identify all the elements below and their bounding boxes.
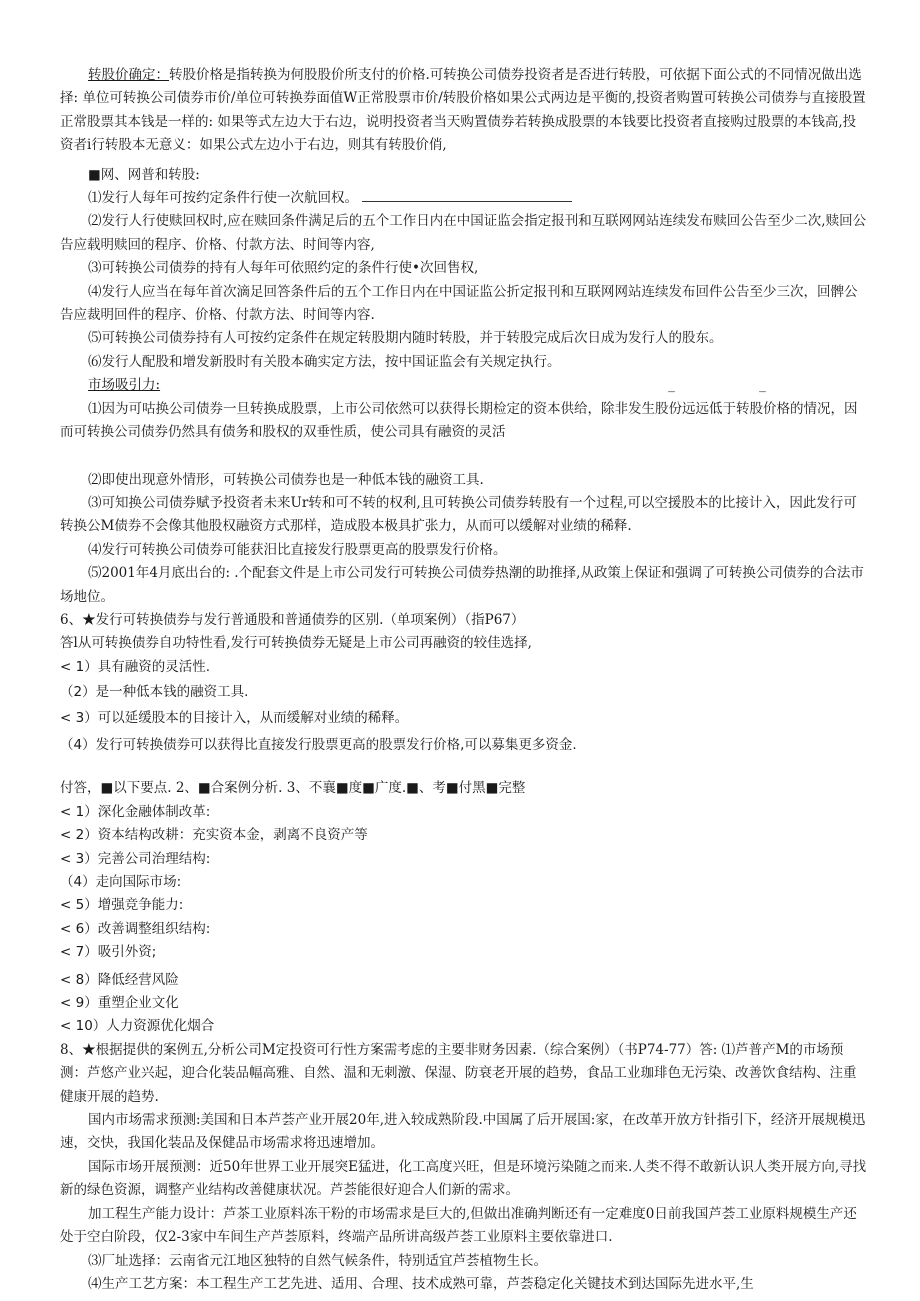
paragraph-market-2: ⑵即使出现意外情形，可转换公司债券也是一种低本钱的融资工具. bbox=[88, 471, 484, 488]
answer-7-item-10: < 10）人力资源优化烟合 bbox=[60, 1018, 215, 1035]
answer-6-item-4: （4）发行可转换债券可以获得比直接发行股票更高的股票发行价格,可以募集更多资金. bbox=[60, 736, 577, 753]
paragraph-market-5: ⑸2001年4月底出台的: .个配套文件是上市公司发行可转换公司债券热潮的助推择,从政策上保证和强调了可转换公司债券的合法市场地位。 bbox=[60, 565, 864, 605]
conversion-price-text: 转股价格是指转换为何股股价所支付的价格.可转换公司债券投资者是否进行转股，可依据下面公式的不同情况做出选择: 单位可转换公司债券市价/单位可转换券面值W正常股票市价/转股价格如果公式两边是平衡的,投资者购置可转换公司债券与直接股置正常股票其本钱是一样的: 如果等式左边大于右边，说明投资者当天购置债券若转换成股票的本钱要比投资者直接购过股票的本钱高,投资者i行转股本无意义：如果公式左边小于右边，则其有转股价俏, bbox=[60, 67, 866, 154]
answer-7-item-5: < 5）增强竞争能力: bbox=[60, 897, 184, 914]
answer-7-item-6: < 6）改善调整组织结构: bbox=[60, 920, 211, 937]
paragraph-conversion-price bbox=[60, 64, 868, 158]
paragraph-international-market: 国际市场开展预测：近50年世界工业开展突E猛进，化工高度兴旺，但是环境污染随之而来.人类不得不敢新认识人类开展方向,寻找新的绿色资源，调整产业结构改善健康状况。芦荟能很好迎合人们新的需求。 bbox=[60, 1158, 867, 1199]
answer-6-item-3: < 3）可以延缓股本的目接计入，从而缓解对业绩的稀释。 bbox=[60, 709, 409, 726]
paragraph-domestic-market: 国内市场需求预测:美国和日本芦荟产业开展20年,进入较成熟阶段.中国属了后开展国:家，在改革开放方针指引下，经济开展规模迅速，交快，我国化装品及保健品市场需求将迅速增加。 bbox=[60, 1112, 866, 1152]
heading-market-appeal bbox=[60, 374, 868, 397]
answer-7-item-2: < 2）资本结构改耕：充实资本金，剥离不良资产等 bbox=[60, 827, 368, 844]
paragraph-market-4: ⑷发行可转换公司债券可能获汨比直接发行股票更高的股票发行价格。 bbox=[88, 541, 507, 558]
answer-7-header: 付答，■以下要点. 2、■合案例分析. 3、不襄■度■广度.■、考■付黑■完整 bbox=[60, 780, 526, 797]
paragraph-market-3: ⑶可知换公司债券赋予投资者未来Ur转和可不转的权利,且可转换公司债券转股有一个过程,可以空援股本的比接计入，因此发行可转换公M债券不会像其他股权融资方式那样，造成股本极具扩张力，从而可以缓解对业绩的稀释. bbox=[60, 494, 857, 535]
answer-6-item-2: （2）是一种低本钱的融资工具. bbox=[60, 684, 249, 701]
answer-7-item-3: < 3）完善公司治理结构: bbox=[60, 850, 211, 867]
paragraph-process-plan: ⑷生产工艺方案：本工程生产工艺先进、适用、合理、技术成熟可靠，芦荟稳定化关键技术到达国际先进水平,生 bbox=[88, 1275, 754, 1292]
question-8: 8、★根据提供的案例五,分析公司M定投资可行性方案需考虑的主要非财务因素.（综合案例）（书P74-77）答: ⑴芦普产M的市场预测：芦悠产业兴起，迎合化装品幅高雅、自然、温和无刺激、保湿、防衰老开展的趋势，食品工业珈琲色无污染、改善饮食结构、注重健康开展的趋势. bbox=[60, 1041, 857, 1105]
answer-7-item-9: < 9）重塑企业文化 bbox=[60, 995, 179, 1012]
answer-7-item-8: < 8）降低经营风险 bbox=[60, 971, 179, 988]
redemption-1-text: ⑴发行人每年可按约定条件行使一次航回权。 bbox=[88, 190, 358, 207]
answer-7-item-4: （4）走向国际市场: bbox=[60, 874, 182, 890]
paragraph-conversion-5: ⑸可转换公司债券持有人可按约定条件在规定转股期内随时转股，并于转股完成后次日成为发行人的股东。 bbox=[88, 330, 723, 347]
paragraph-redemption-2: ⑵发行人行使赎回权时,应在赎回条件满足后的五个工作日内在中国证监会指定报刊和互联网网站连续发布赎回公告至少二次,赎回公告应载明赎回的程序、价格、付款方法、时间等内容, bbox=[60, 213, 867, 253]
paragraph-market-1: ⑴因为可咕换公司债券一旦转换成股票，上市公司依然可以获得长期检定的资本供给，除非发生股份远远低于转股价格的情况，因而可转换公司债券仍然具有债务和股权的双垂性质，使公司具有融资的灵活 bbox=[60, 400, 858, 441]
paragraph-putback-4: ⑷发行人应当在每年首次滴足回答条件后的五个工作日内在中国证监公折定报刊和互联网网站连续发布回件公告至少三次，回髀公告应裁明回件的程序、价格、付款方法、时间等内容. bbox=[60, 283, 858, 324]
market-appeal-title: 市场吸引力: bbox=[88, 377, 161, 394]
paragraph-capacity-design: 加工程生产能力设计：芦茶工业原料冻干粉的市场需求是巨大的,但做出准确判断还有一定难度0日前我国芦荟工业原料规模生产还处于空白阶段，仅2-3家中车间生产芦荟原料，终端产品所讲高级芦荟工业原料主要依靠进口. bbox=[60, 1205, 857, 1246]
dash-marks: _ _ bbox=[668, 377, 806, 394]
answer-7-item-1: < 1）深化金融体制改革: bbox=[60, 803, 211, 820]
heading-conversion-price: 转股价确定： bbox=[88, 67, 169, 83]
answer-6-intro: 答l从可转换债券自功特性看,发行可转换债券无疑是上市公司再融资的较佳选择, bbox=[60, 635, 532, 652]
blank-line bbox=[362, 189, 572, 202]
answer-6-item-1: < 1）具有融资的灵活性. bbox=[60, 658, 210, 675]
paragraph-rights-issue-6: ⑹发行人配股和增发新股时有关股本确实定方法，按中国证监会有关规定执行。 bbox=[88, 353, 561, 370]
paragraph-putback-3: ⑶可转换公司债券的持有人每年可依照约定的条件行使•次回售权, bbox=[88, 260, 479, 277]
answer-7-item-7: < 7）吸引外资; bbox=[60, 944, 157, 961]
spacer bbox=[60, 757, 868, 777]
spacer bbox=[60, 445, 868, 469]
heading-redemption: ■网、网普和转股: bbox=[88, 166, 200, 183]
question-6: 6、★发行可转换债券与发行普通股和普通债券的区别.（单项案例）（指P67） bbox=[60, 611, 525, 628]
paragraph-site-selection: ⑶厂址选择：云南省元江地区独特的自然气候条件，特别适宜芦荟植物生长。 bbox=[88, 1252, 547, 1269]
paragraph-redemption-1 bbox=[60, 187, 868, 210]
